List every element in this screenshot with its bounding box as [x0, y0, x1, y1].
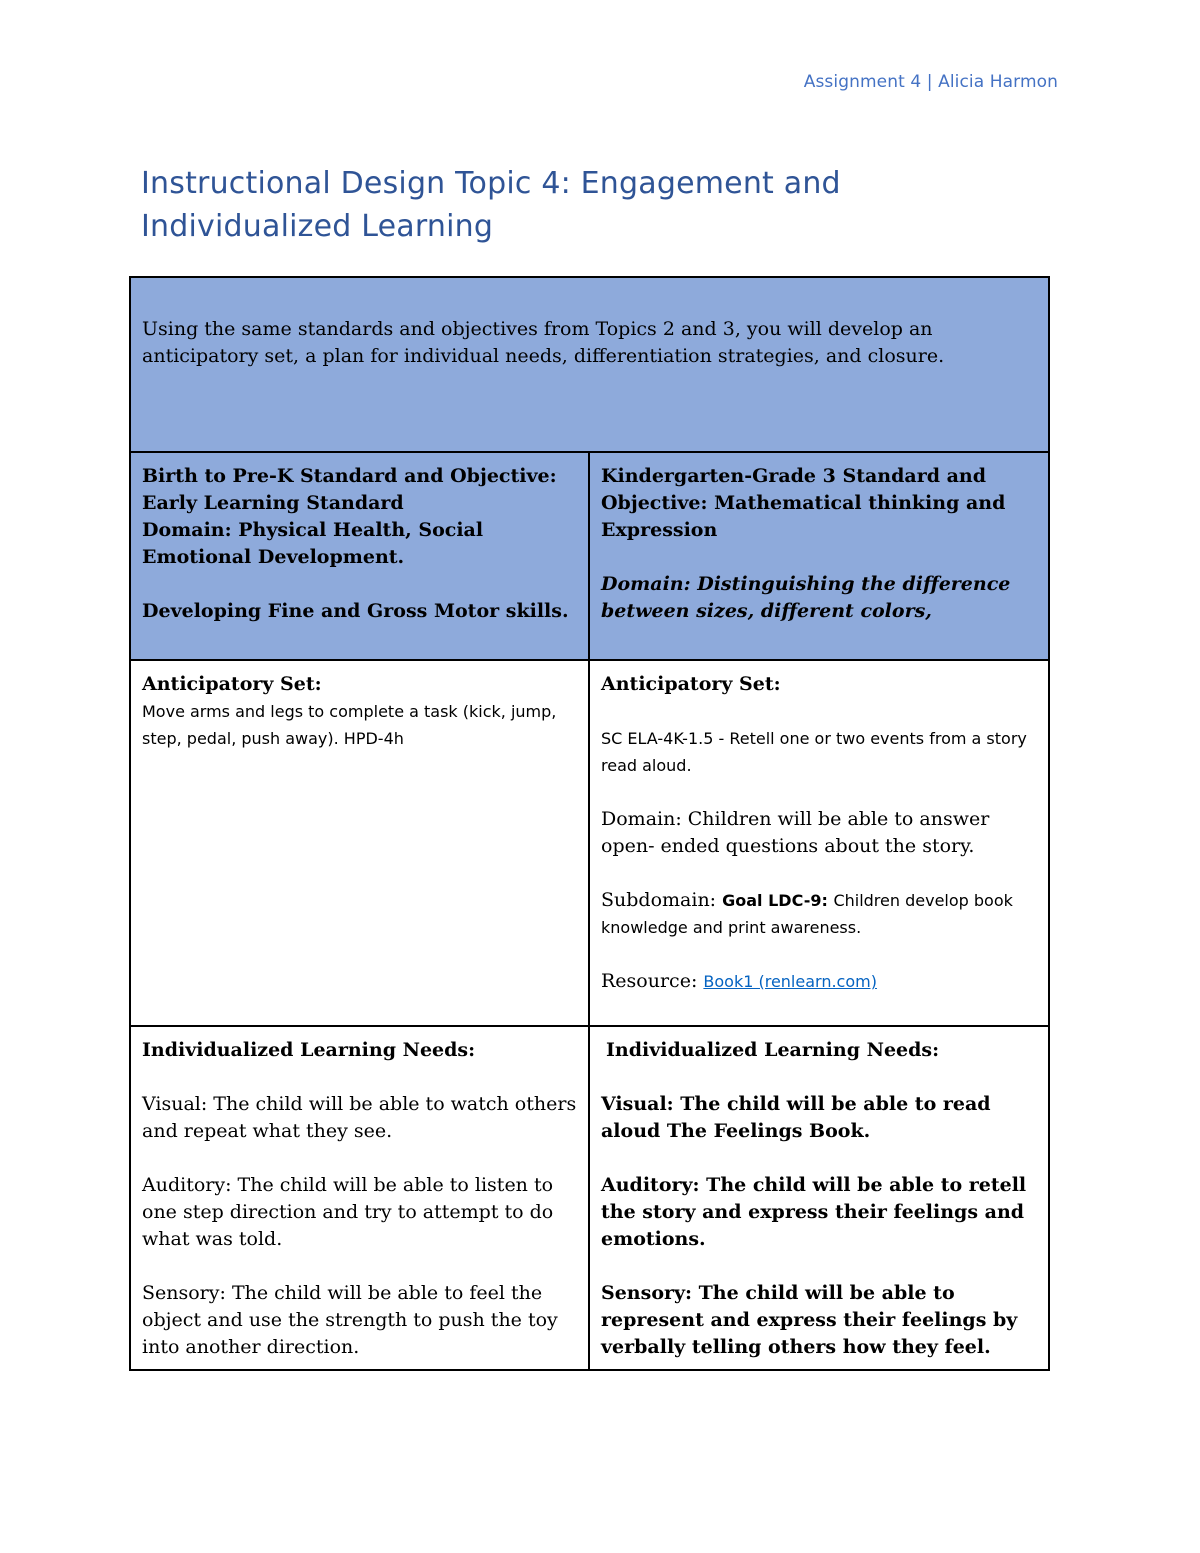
resource-label: Resource:: [601, 970, 704, 992]
right-needs-label: Individualized Learning Needs:: [606, 1039, 940, 1061]
resource-link[interactable]: Book1 (renlearn.com): [703, 972, 877, 991]
left-standard-line3: Domain: Physical Health, Social Emotional Development.: [142, 519, 484, 568]
right-needs-cell: [589, 1026, 1049, 1370]
standards-row: [130, 452, 1049, 660]
right-standard-domain: Domain: Distinguishing the difference between sizes, different colors,: [601, 573, 1011, 622]
right-anticipatory-domain: Domain: Children will be able to answer open- ended questions about the story.: [601, 808, 990, 857]
page-title: Instructional Design Topic 4: Engagement and Individualized Learning: [141, 166, 841, 244]
left-anticipatory-cell: [130, 660, 589, 1026]
right-standard-heading: Kindergarten-Grade 3 Standard and Objective: Mathematical thinking and Expression: [601, 465, 1006, 541]
right-needs-visual: Visual: The child will be able to read aloud The Feelings Book.: [601, 1093, 991, 1142]
subdomain-text: Children develop book knowledge and print awareness.: [601, 891, 1013, 937]
anticipatory-row: [130, 660, 1049, 1026]
intro-row: [130, 277, 1049, 452]
lesson-table: [129, 276, 1050, 1371]
right-anticipatory-cell: [589, 660, 1049, 1026]
left-standard-line1: Birth to Pre-K Standard and Objective:: [142, 465, 557, 487]
left-standard-line4: Developing Fine and Gross Motor skills.: [142, 600, 569, 622]
left-needs-auditory: Auditory: The child will be able to listen to one step direction and try to attempt to do what was told.: [142, 1174, 554, 1250]
left-needs-label: Individualized Learning Needs:: [142, 1039, 476, 1061]
left-anticipatory-label: Anticipatory Set:: [142, 673, 322, 695]
intro-text: Using the same standards and objectives from Topics 2 and 3, you will develop an anticipatory set, a plan for individual needs, differentiation strategies, and closure.: [142, 318, 945, 367]
subdomain-label: Subdomain:: [601, 889, 723, 911]
left-standard-cell: [130, 452, 589, 660]
left-needs-sensory: Sensory: The child will be able to feel the object and use the strength to push the toy into another direction.: [142, 1282, 558, 1358]
left-standard-line2: Early Learning Standard: [142, 492, 404, 514]
right-needs-sensory: Sensory: The child will be able to represent and express their feelings by verbally telling others how they feel.: [601, 1282, 1018, 1358]
left-needs-visual: Visual: The child will be able to watch others and repeat what they see.: [142, 1093, 577, 1142]
right-anticipatory-label: Anticipatory Set:: [601, 673, 781, 695]
left-anticipatory-text: Move arms and legs to complete a task (kick, jump, step, pedal, push away). HPD-4h: [142, 702, 557, 748]
right-needs-auditory: Auditory: The child will be able to retell the story and express their feelings and emotions.: [601, 1174, 1027, 1250]
subdomain-goal: Goal LDC-9:: [722, 891, 834, 910]
right-anticipatory-standard: SC ELA-4K-1.5 - Retell one or two events from a story read aloud.: [601, 729, 1027, 775]
right-standard-cell: [589, 452, 1049, 660]
right-anticipatory-subdomain: [601, 887, 1038, 941]
needs-row: [130, 1026, 1049, 1370]
left-needs-cell: [130, 1026, 589, 1370]
intro-cell: [130, 277, 1049, 452]
page-header: Assignment 4 | Alicia Harmon: [803, 72, 1058, 92]
right-anticipatory-resource: [601, 968, 1038, 995]
